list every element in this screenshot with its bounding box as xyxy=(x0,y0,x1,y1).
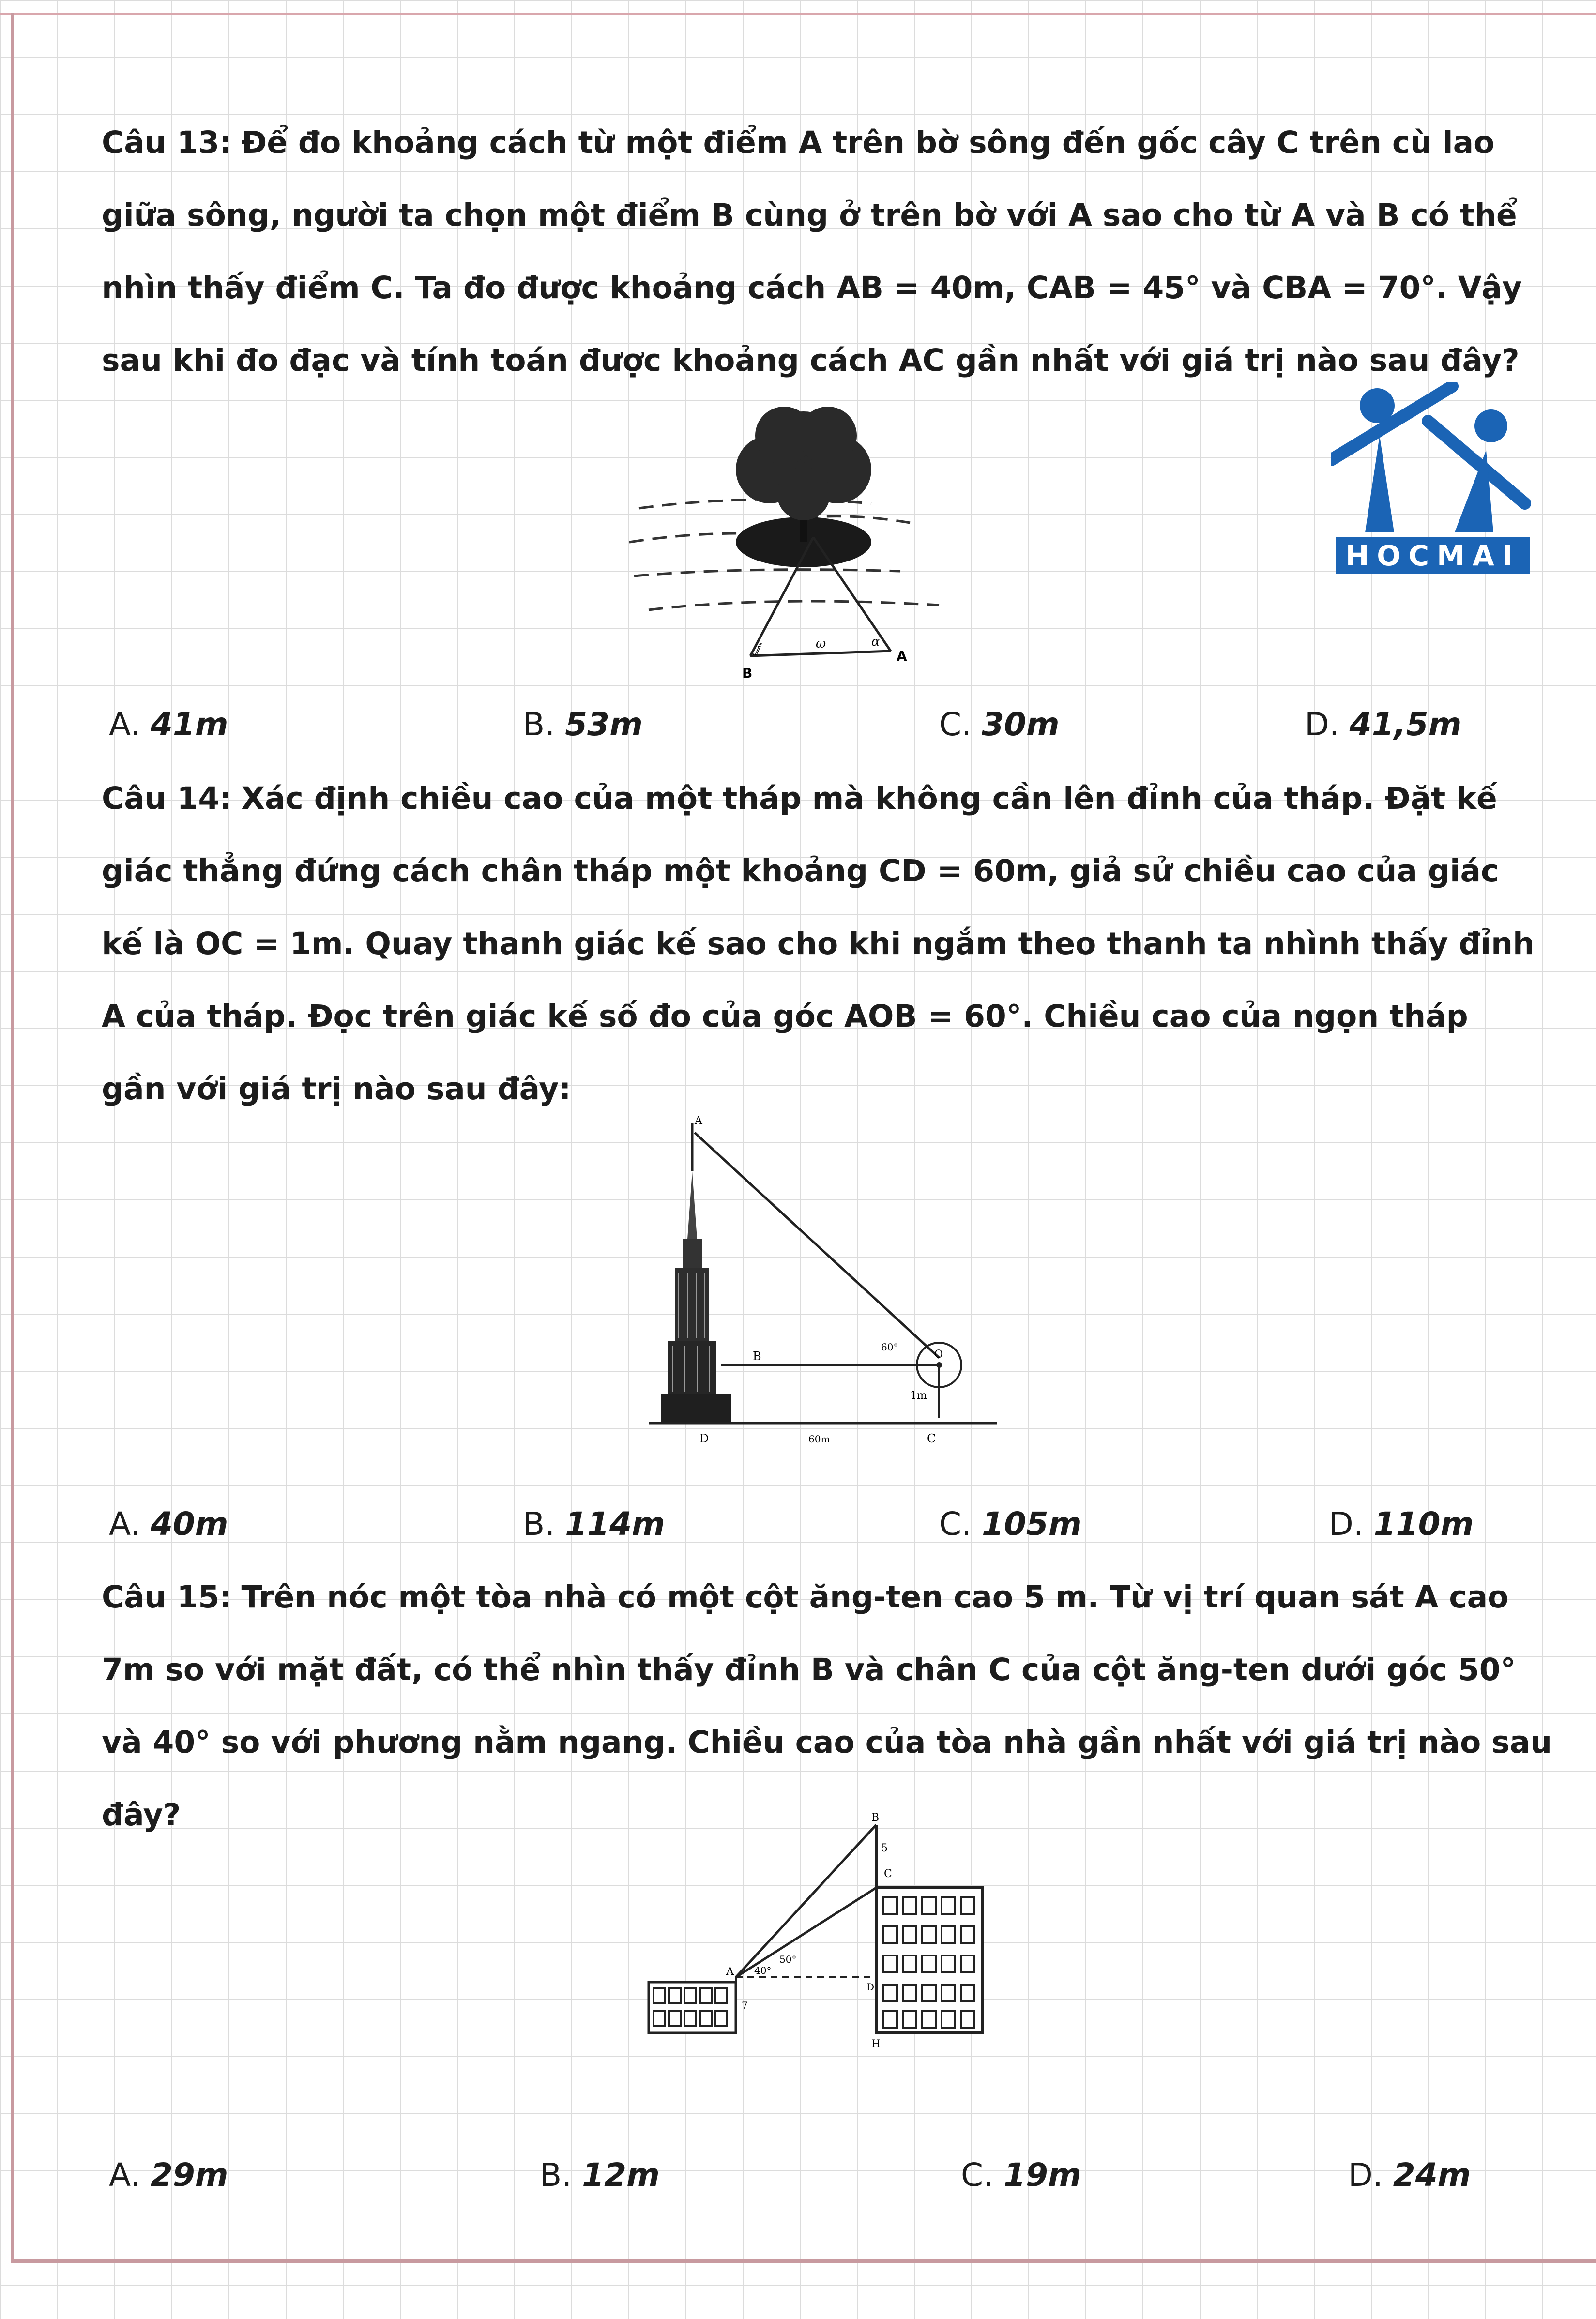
fig15-angle-40: 40° xyxy=(754,1965,772,1976)
q14-option-b[interactable]: B. 114m xyxy=(523,1505,665,1543)
q13-option-d[interactable]: D. 41,5m xyxy=(1305,706,1462,743)
question-label: Câu 13: xyxy=(102,125,232,160)
question-label: Câu 15: xyxy=(102,1579,232,1615)
page-frame-left xyxy=(11,13,14,2263)
fig14-point-b: B xyxy=(753,1349,761,1363)
fig14-height: 1m xyxy=(910,1390,927,1402)
fig15-point-a: A xyxy=(726,1966,734,1978)
river-figure xyxy=(600,397,988,697)
fig13-angle-b: ⅉ xyxy=(755,641,760,656)
q14-option-c[interactable]: C. 105m xyxy=(939,1505,1082,1543)
question-13 xyxy=(102,106,1535,397)
fig14-angle: 60° xyxy=(881,1341,898,1353)
fig15-five: 5 xyxy=(881,1842,888,1854)
tower-figure xyxy=(649,1113,1007,1452)
fig15-point-h: H xyxy=(871,2038,881,2050)
fig13-side-ab: ω xyxy=(816,637,826,651)
fig15-point-c: C xyxy=(884,1868,892,1880)
fig15-seven: 7 xyxy=(742,2000,748,2011)
hocmai-figures-icon xyxy=(1331,382,1535,542)
hocmai-logo-text: HOCMAI xyxy=(1336,537,1530,574)
q15-option-a[interactable]: A. 29m xyxy=(109,2156,228,2194)
q13-option-a[interactable]: A. 41m xyxy=(109,706,228,743)
question-text: Xác định chiều cao của một tháp mà không cần lên đỉnh của tháp. Đặt kế giác thẳng đứng cách chân tháp một khoảng CD = 60m, giả sử chiều cao của giác kế là OC = 1m. Quay thanh giác kế sao cho khi ngắm theo thanh ta nhình thấy đỉnh A của tháp. Đọc trên giác kế số đo của góc AOB = 60°. Chiều cao của ngọn tháp gần với giá trị nào sau đây: xyxy=(102,781,1535,1106)
fig15-point-b: B xyxy=(871,1812,880,1824)
q14-option-d[interactable]: D. 110m xyxy=(1329,1505,1474,1543)
fig13-angle-a: α xyxy=(871,635,880,649)
page-frame-bottom xyxy=(11,2259,1596,2263)
fig14-point-d: D xyxy=(699,1432,709,1445)
fig15-angle-50: 50° xyxy=(779,1954,797,1965)
q15-option-b[interactable]: B. 12m xyxy=(540,2156,660,2194)
hocmai-logo xyxy=(1331,382,1535,581)
question-14 xyxy=(102,762,1535,1125)
q13-option-c[interactable]: C. 30m xyxy=(939,706,1060,743)
fig14-point-o: O xyxy=(934,1349,943,1361)
question-text: Trên nóc một tòa nhà có một cột ăng-ten cao 5 m. Từ vị trí quan sát A cao 7m so với mặt đất, có thể nhìn thấy đỉnh B và chân C của cột ăng-ten dưới góc 50° và 40° so với phương nằm ngang. Chiều cao của tòa nhà gần nhất với giá trị nào sau đây? xyxy=(102,1579,1552,1833)
antenna-figure xyxy=(639,1810,1007,2101)
fig14-point-c: C xyxy=(927,1432,936,1445)
fig13-point-b: B xyxy=(742,665,753,681)
q13-option-b[interactable]: B. 53m xyxy=(523,706,643,743)
fig14-point-a: A xyxy=(695,1115,702,1127)
q15-option-d[interactable]: D. 24m xyxy=(1348,2156,1471,2194)
page-frame-top xyxy=(0,0,1596,15)
q15-option-c[interactable]: C. 19m xyxy=(961,2156,1081,2194)
question-text: Để đo khoảng cách từ một điểm A trên bờ sông đến gốc cây C trên cù lao giữa sông, người ta chọn một điểm B cùng ở trên bờ với A sao cho từ A và B có thể nhìn thấy điểm C. Ta đo được khoảng cách AB = 40m, CAB = 45° và CBA = 70°. Vậy sau khi đo đạc và tính toán được khoảng cách AC gần nhất với giá trị nào sau đây? xyxy=(102,125,1522,378)
fig14-distance: 60m xyxy=(808,1433,830,1445)
q14-option-a[interactable]: A. 40m xyxy=(109,1505,228,1543)
question-label: Câu 14: xyxy=(102,781,232,816)
question-15 xyxy=(102,1561,1564,1851)
fig15-point-d: D xyxy=(866,1981,875,1993)
fig13-point-a: A xyxy=(897,648,907,664)
